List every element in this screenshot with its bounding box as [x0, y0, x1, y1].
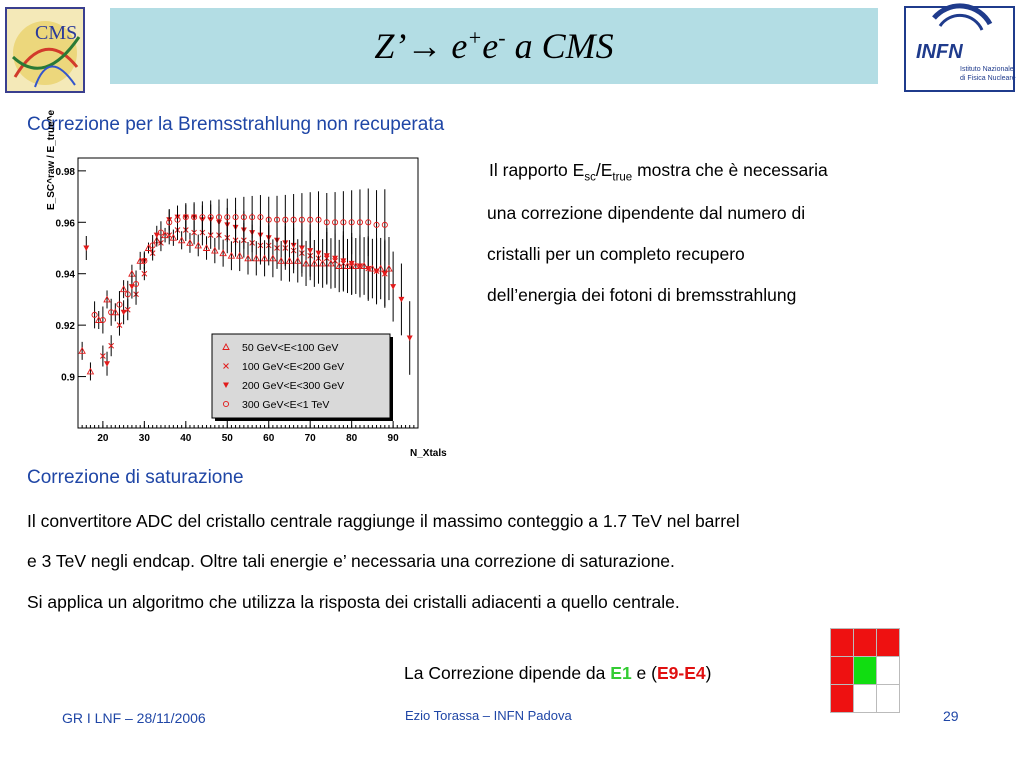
matrix-cell [831, 685, 854, 713]
x-tick-label: 70 [304, 433, 316, 444]
body-line-3: Si applica un algoritmo che utilizza la risposta dei cristalli adiacenti a quello centrale. [27, 592, 680, 612]
caption-line-3: cristalli per un completo recupero [487, 244, 745, 264]
legend-entry: 200 GeV<E<300 GeV [242, 380, 345, 392]
y-tick-label: 0.96 [55, 218, 75, 230]
y-tick-label: 0.98 [55, 166, 75, 178]
x-tick-label: 50 [221, 433, 233, 444]
svg-text:INFN: INFN [916, 41, 963, 63]
matrix-cell [877, 685, 900, 713]
body-line-1: Il convertitore ADC del cristallo centrale raggiunge il massimo conteggio a 1.7 TeV nel barrel [27, 511, 740, 531]
matrix-cell [877, 657, 900, 685]
legend-entry: 50 GeV<E<100 GeV [242, 342, 339, 354]
caption-line-1: Il rapporto $E_{sc}/E_{true}$ mostra che è necessaria [489, 160, 828, 184]
matrix-cell [877, 629, 900, 657]
matrix-cell [854, 685, 877, 713]
y-tick-label: 0.92 [55, 321, 75, 333]
x-tick-label: 80 [346, 433, 358, 444]
e9e4-label: E9-E4 [656, 663, 706, 683]
x-tick-label: 30 [138, 433, 150, 444]
matrix-cell [831, 657, 854, 685]
caption-line-4: dell’energia dei fotoni di bremsstrahlung [487, 285, 797, 305]
page-number: 29 [943, 708, 959, 724]
section-heading-bremsstrahlung: Correzione per la Bremsstrahlung non recuperata [27, 114, 445, 135]
x-tick-label: 40 [180, 433, 192, 444]
body-line-2: e 3 TeV negli endcap. Oltre tali energie e’ necessaria una correzione di saturazione. [27, 551, 675, 571]
footer-left: GR I LNF – 28/11/2006 [62, 710, 206, 726]
y-tick-label: 0.9 [61, 372, 75, 384]
svg-text:Istituto Nazionale: Istituto Nazionale [960, 66, 1014, 73]
slide-title: Z’→ e+e- a CMS [374, 25, 614, 66]
title-band [110, 8, 878, 84]
matrix-cell [831, 629, 854, 657]
matrix-cell [854, 629, 877, 657]
y-axis-label: E_SC^raw / E_true^e [46, 109, 57, 210]
x-tick-label: 90 [387, 433, 399, 444]
y-tick-label: 0.94 [55, 269, 75, 281]
legend-entry: 300 GeV<E<1 TeV [242, 399, 330, 411]
x-axis-label: N_Xtals [410, 448, 447, 459]
svg-text:di Fisica Nucleare: di Fisica Nucleare [960, 75, 1016, 82]
x-tick-label: 20 [97, 433, 109, 444]
matrix-cell [854, 657, 877, 685]
correction-dependence-text: La Correzione dipende da E1 e (E9-E4) [404, 663, 712, 683]
crystal-matrix [830, 628, 899, 712]
legend-entry: 100 GeV<E<200 GeV [242, 361, 345, 373]
x-tick-label: 60 [263, 433, 275, 444]
infn-logo [904, 6, 1015, 92]
cms-logo [5, 7, 85, 93]
footer-center: Ezio Torassa – INFN Padova [405, 708, 572, 723]
caption-line-2: una correzione dipendente dal numero di [487, 203, 806, 223]
e1-label: E1 [610, 663, 632, 683]
section-heading-saturazione: Correzione di saturazione [27, 467, 244, 488]
svg-text:CMS: CMS [35, 22, 78, 44]
